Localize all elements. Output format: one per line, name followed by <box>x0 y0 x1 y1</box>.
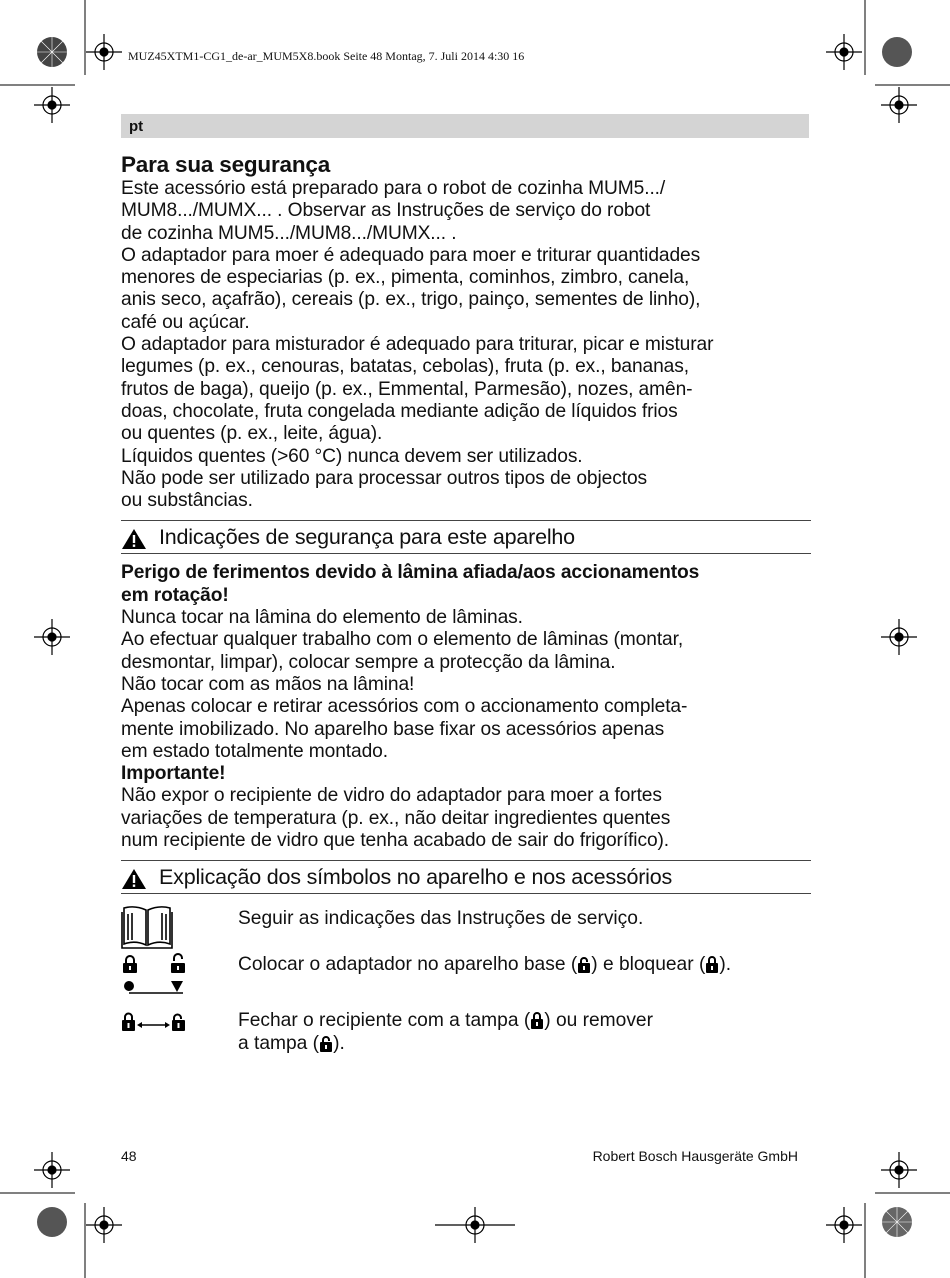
safety-line: em estado totalmente montado. <box>121 740 388 762</box>
symbol-text <box>238 950 811 976</box>
important-heading: Importante! <box>121 763 226 785</box>
page-number: 48 <box>121 1148 137 1164</box>
symbol-text-part: a tampa ( <box>238 1032 320 1054</box>
unlock-icon <box>578 954 590 973</box>
danger-heading: em rotação! <box>121 584 229 606</box>
main-content <box>121 152 811 1058</box>
symbol-row <box>121 1006 811 1058</box>
safety-line: mente imobilizado. No aparelho base fixar os acessórios apenas <box>121 718 665 740</box>
safety-line: Não tocar com as mãos na lâmina! <box>121 673 415 695</box>
safety-section-header <box>121 520 811 554</box>
intro-line: Este acessório está preparado para o robot de cozinha MUM5.../ <box>121 178 666 199</box>
intro-line: O adaptador para misturador é adequado para triturar, picar e misturar <box>121 334 714 356</box>
symbols-section-header <box>121 860 811 894</box>
safety-line: Apenas colocar e retirar acessórios com o accionamento completa- <box>121 696 688 718</box>
intro-body <box>121 178 811 512</box>
book-icon <box>121 904 173 950</box>
symbol-row <box>121 902 811 950</box>
intro-line: ou substâncias. <box>121 490 253 512</box>
intro-line: MUM8.../MUMX... . Observar as Instruções de serviço do robot <box>121 200 651 222</box>
symbol-text-part: ) e bloquear ( <box>591 954 706 976</box>
symbol-text-part: ). <box>333 1032 345 1054</box>
safety-body <box>121 562 811 852</box>
symbol-text: Seguir as indicações das Instruções de serviço. <box>238 908 644 930</box>
danger-heading: Perigo de ferimentos devido à lâmina afiada/aos accionamentos <box>121 562 700 584</box>
safety-title: Indicações de segurança para este aparelho <box>159 525 575 550</box>
intro-line: O adaptador para moer é adequado para moer e triturar quantidades <box>121 244 701 266</box>
intro-line: Líquidos quentes (>60 °C) nunca devem ser utilizados. <box>121 445 583 467</box>
lock-icon <box>531 1010 543 1029</box>
lock-icon <box>706 954 718 973</box>
important-line: num recipiente de vidro que tenha acabado de sair do frigorífico). <box>121 830 670 852</box>
intro-line: de cozinha MUM5.../MUM8.../MUMX... . <box>121 222 457 244</box>
print-slug: MUZ45XTM1-CG1_de-ar_MUM5X8.book Seite 48 Montag, 7. Juli 2014 4:30 16 <box>128 49 525 63</box>
safety-line: desmontar, limpar), colocar sempre a protecção da lâmina. <box>121 651 616 673</box>
symbol-text-part: ) ou remover <box>544 1010 653 1032</box>
lock-arrow-unlock-icon <box>121 1010 191 1034</box>
important-line: Não expor o recipiente de vidro do adaptador para moer a fortes <box>121 785 662 807</box>
intro-line: café ou açúcar. <box>121 311 250 333</box>
symbols-title: Explicação dos símbolos no aparelho e nos acessórios <box>159 865 673 890</box>
intro-line: menores de especiarias (p. ex., pimenta, cominhos, zimbro, canela, <box>121 267 690 289</box>
warning-triangle-icon <box>121 868 147 890</box>
intro-line: doas, chocolate, fruta congelada mediante adição de líquidos frios <box>121 400 678 422</box>
symbol-text-part: ). <box>719 954 732 976</box>
intro-title: Para sua segurança <box>121 152 331 177</box>
intro-line: Não pode ser utilizado para processar outros tipos de objectos <box>121 467 648 489</box>
important-line: variações de temperatura (p. ex., não deitar ingredientes quentes <box>121 807 671 829</box>
intro-line: legumes (p. ex., cenouras, batatas, cebolas), fruta (p. ex., bananas, <box>121 356 689 378</box>
intro-line: frutos de baga), queijo (p. ex., Emmental, Parmesão), nozes, amên- <box>121 378 693 400</box>
intro-line: anis seco, açafrão), cereais (p. ex., trigo, painço, sementes de linho), <box>121 289 701 311</box>
safety-line: Ao efectuar qualquer trabalho com o elemento de lâminas (montar, <box>121 629 684 651</box>
unlock-icon <box>320 1033 332 1052</box>
intro-line: ou quentes (p. ex., leite, água). <box>121 423 383 445</box>
symbol-text <box>238 1006 811 1055</box>
symbol-row <box>121 950 811 1006</box>
language-bar <box>121 114 809 138</box>
symbol-text-part: Colocar o adaptador no aparelho base ( <box>238 954 578 976</box>
warning-triangle-icon <box>121 528 147 550</box>
language-code: pt <box>129 118 144 135</box>
company-name: Robert Bosch Hausgeräte GmbH <box>592 1148 798 1164</box>
safety-line: Nunca tocar na lâmina do elemento de lâminas. <box>121 607 523 629</box>
lock-unlock-base-icon <box>121 952 191 994</box>
symbol-text-part: Fechar o recipiente com a tampa ( <box>238 1010 531 1032</box>
